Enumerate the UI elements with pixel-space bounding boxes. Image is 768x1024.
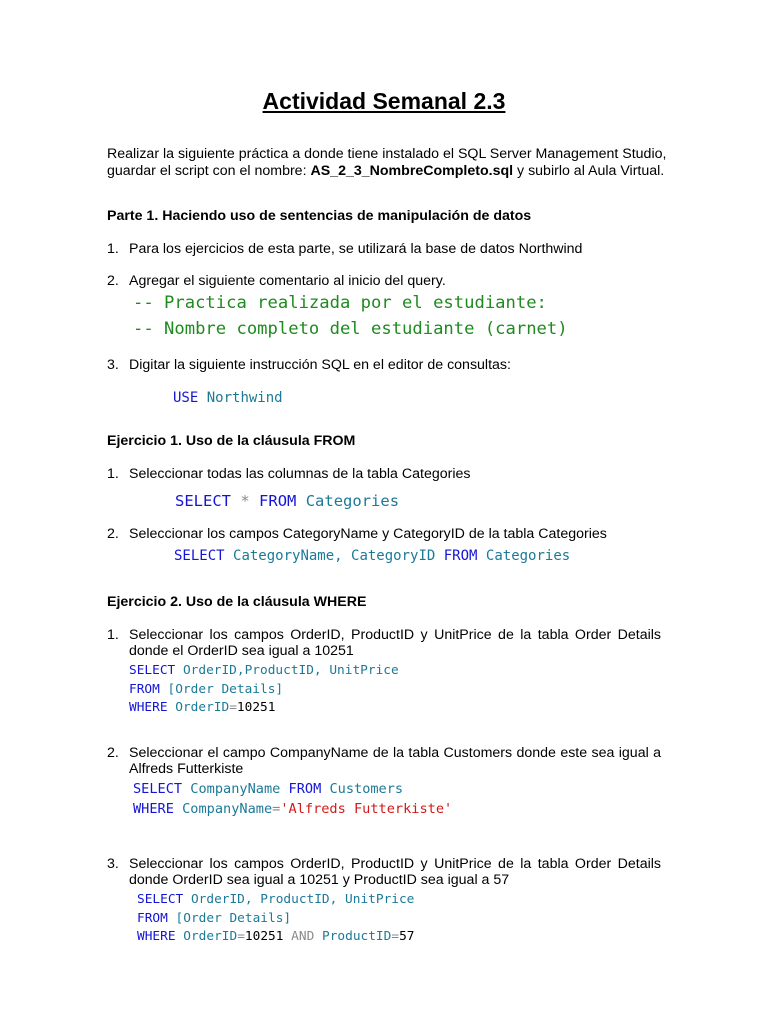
list-text: Digitar la siguiente instrucción SQL en el editor de consultas:	[129, 357, 511, 373]
sql-operator: =	[391, 929, 400, 944]
sql-identifier: Categories	[305, 492, 400, 510]
list-item	[107, 465, 470, 483]
list-number: 2.	[107, 526, 119, 542]
list-number: 1.	[107, 627, 119, 643]
sql-identifier: ProductID	[322, 929, 392, 944]
sql-keyword: FROM	[129, 681, 160, 697]
sql-keyword: WHERE	[129, 700, 168, 715]
list-item	[107, 240, 582, 258]
sql-operator: =	[229, 700, 237, 715]
sql-value: 10251	[244, 929, 284, 944]
sql-keyword: SELECT	[174, 548, 225, 564]
list-text: donde OrderID sea igual a 10251 y ProductID sea igual a 57	[129, 872, 510, 888]
parte1-heading: Parte 1. Haciendo uso de sentencias de manipulación de datos	[107, 208, 532, 224]
list-item	[107, 525, 607, 543]
sql-keyword: WHERE	[137, 929, 176, 944]
comment-line-2: -- Nombre completo del estudiante (carnet)	[133, 319, 568, 339]
sql-operator: *	[240, 492, 250, 510]
code-select-all	[175, 491, 399, 511]
sql-identifier: CategoryName, CategoryID	[233, 548, 436, 564]
sql-keyword: SELECT	[129, 663, 176, 678]
sql-value: 57	[399, 929, 415, 944]
list-text: Seleccionar el campo CompanyName de la tabla Customers donde este sea igual a	[129, 745, 661, 761]
intro-line-1: Realizar la siguiente práctica a donde tiene instalado el SQL Server Management Studio,	[107, 146, 667, 162]
sql-keyword: FROM	[137, 910, 168, 926]
list-item	[107, 356, 511, 374]
ej1-heading: Ejercicio 1. Uso de la cláusula FROM	[107, 433, 356, 449]
list-text: Seleccionar los campos OrderID, ProductID y UnitPrice de la tabla Order Details	[129, 856, 661, 872]
sql-identifier: Northwind	[206, 390, 283, 406]
sql-keyword: WHERE	[133, 800, 174, 817]
sql-identifier: OrderID	[183, 929, 238, 944]
list-number: 2.	[107, 745, 119, 761]
sql-identifier: Customers	[329, 781, 404, 797]
list-number: 2.	[107, 273, 119, 289]
sql-keyword: FROM	[288, 781, 322, 797]
sql-keyword: USE	[173, 390, 199, 406]
sql-identifier: Categories	[485, 548, 571, 564]
code-use-northwind	[173, 389, 283, 407]
sql-value: 10251	[236, 700, 276, 715]
sql-operator: =	[237, 929, 245, 944]
list-text: Agregar el siguiente comentario al inicio del query.	[129, 273, 446, 289]
list-text: Seleccionar todas las columnas de la tabla Categories	[129, 466, 471, 482]
list-text: donde el OrderID sea igual a 10251	[129, 643, 354, 659]
sql-keyword: SELECT	[137, 892, 184, 907]
sql-identifier: OrderID	[175, 700, 230, 715]
list-number: 1.	[107, 466, 119, 482]
list-text: Para los ejercicios de esta parte, se utilizará la base de datos Northwind	[129, 241, 583, 257]
list-text: Seleccionar los campos CategoryName y CategoryID de la tabla Categories	[129, 526, 607, 542]
sql-identifier: [Order Details]	[175, 910, 292, 926]
ej2-heading: Ejercicio 2. Uso de la cláusula WHERE	[107, 594, 367, 610]
comment-line-1: -- Practica realizada por el estudiante:	[133, 293, 547, 313]
code-where-3	[137, 891, 414, 947]
sql-operator: AND	[291, 929, 315, 944]
list-number: 3.	[107, 357, 119, 373]
sql-identifier: OrderID, ProductID, UnitPrice	[190, 892, 415, 907]
list-number: 3.	[107, 856, 119, 872]
sql-string: 'Alfreds Futterkiste'	[280, 800, 453, 817]
sql-keyword: FROM	[259, 492, 297, 510]
list-item	[107, 272, 446, 290]
sql-operator: =	[272, 800, 281, 817]
sql-keyword: SELECT	[133, 781, 183, 797]
script-filename: AS_2_3_NombreCompleto.sql	[310, 163, 514, 179]
list-text: Seleccionar los campos OrderID, ProductID y UnitPrice de la tabla Order Details	[129, 627, 661, 643]
sql-keyword: SELECT	[175, 492, 231, 510]
code-where-1	[129, 662, 399, 718]
intro-text-end: y subirlo al Aula Virtual.	[513, 163, 665, 179]
page-title: Actividad Semanal 2.3	[262, 88, 506, 114]
sql-identifier: [Order Details]	[167, 681, 284, 697]
sql-identifier: CompanyName	[182, 800, 273, 817]
intro-text: guardar el script con el nombre:	[107, 163, 311, 179]
intro-line-2	[107, 162, 664, 180]
sql-keyword: FROM	[443, 548, 478, 564]
sql-identifier: CompanyName	[190, 781, 281, 797]
list-number: 1.	[107, 241, 119, 257]
list-text: Alfreds Futterkiste	[129, 761, 244, 777]
sql-identifier: OrderID,ProductID, UnitPrice	[182, 663, 399, 678]
code-where-2	[133, 780, 452, 819]
code-select-cols	[174, 547, 570, 565]
